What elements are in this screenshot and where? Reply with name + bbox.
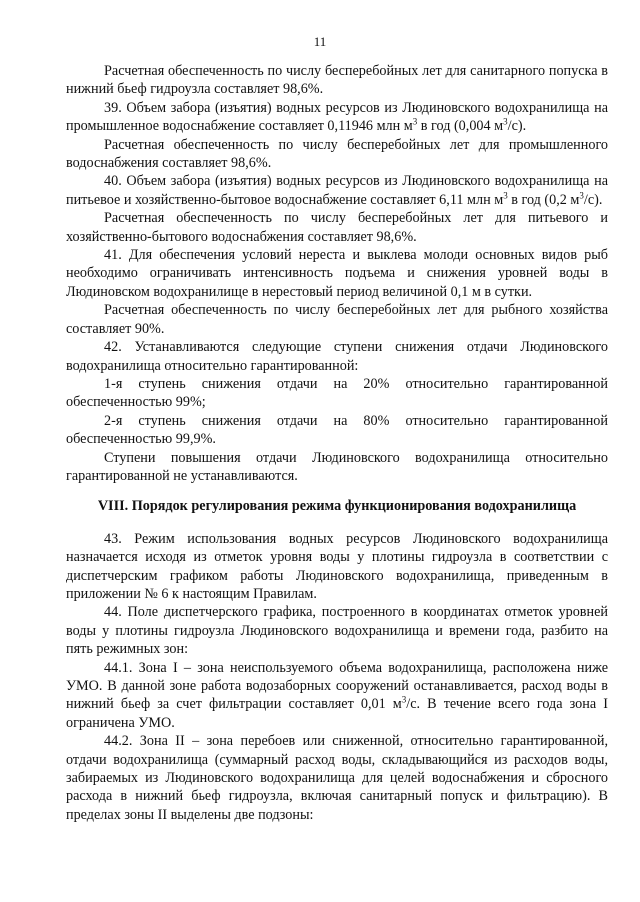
paragraph-39: 39. Объем забора (изъятия) водных ресурсов из Людиновского водохранилища на промышленное водоснабжение составляет 0,11946 млн $м^3$ в год (0,004 $м^3/с$).: [66, 99, 608, 135]
paragraph-42-step2: 2-я ступень снижения отдачи на 80% относительно гарантированной обеспеченностью 99,9%.: [66, 412, 608, 448]
paragraph-39-supply: Расчетная обеспеченность по числу бесперебойных лет для промышленного водоснабжения составляет 98,6%.: [66, 136, 608, 172]
paragraph-44-2: 44.2. Зона II – зона перебоев или сниженной, относительно гарантированной, отдачи водохранилища (суммарный расход воды, складывающийся из расходов воды, забираемых из Людиновского водохранилища для целей водоснабжения и сбросного расхода в нижний бьеф гидроузла, включая санитарный попуск и фильтрацию). В пределах зоны II выделены две подзоны:: [66, 733, 608, 823]
page-number: 11: [313, 34, 327, 49]
paragraph-42-raise: Ступени повышения отдачи Людиновского водохранилища относительно гарантированной не устанавливаются.: [66, 449, 608, 484]
document-body: [66, 62, 608, 824]
paragraph-44-1: 44.1. Зона I – зона неиспользуемого объема водохранилища, расположена ниже УМО. В данной зоне работа водозаборных сооружений останавливается, расход воды в нижний бьеф за счет фильтрации составляет 0,01 $м^3/с$. В течение всего года зона I ограничена УМО.: [66, 659, 608, 731]
paragraph-42-step1: 1-я ступень снижения отдачи на 20% относительно гарантированной обеспеченностью 99%;: [66, 375, 608, 411]
paragraph-40-supply: Расчетная обеспеченность по числу бесперебойных лет для питьевого и хозяйственно-бытового водоснабжения составляет 98,6%.: [66, 210, 608, 245]
paragraph-41-supply: Расчетная обеспеченность по числу бесперебойных лет для рыбного хозяйства составляет 90%.: [66, 302, 608, 337]
paragraph-42: 42. Устанавливаются следующие ступени снижения отдачи Людиновского водохранилища относительно гарантированной:: [66, 339, 608, 374]
paragraph-40: 40. Объем забора (изъятия) водных ресурсов из Людиновского водохранилища на питьевое и хозяйственно-бытовое водоснабжение составляет 6,11 млн $м^3$ в год (0,2 $м^3/с$).: [66, 173, 608, 208]
paragraph-41: 41. Для обеспечения условий нереста и выклева молоди основных видов рыб необходимо ограничивать интенсивность подъема и снижения уровней воды в Людиновском водохранилище в нерестовый период величиной 0,1 м в сутки.: [66, 247, 608, 300]
paragraph-38-supply: Расчетная обеспеченность по числу бесперебойных лет для санитарного попуска в нижний бьеф гидроузла составляет 98,6%.: [66, 63, 608, 98]
section-heading: VIII. Порядок регулирования режима функционирования водохранилища: [97, 498, 577, 515]
paragraph-43: 43. Режим использования водных ресурсов Людиновского водохранилища назначается исходя из отметок уровня воды у плотины гидроузла в соответствии с диспетчерским графиком работы Людиновского водохранилища, приведенным в приложении № 6 к настоящим Правилам.: [66, 530, 608, 602]
paragraph-44: 44. Поле диспетчерского графика, построенного в координатах отметок уровней воды у плотины гидроузла Людиновского водохранилища и времени года, разбито на пять режимных зон:: [66, 604, 608, 658]
